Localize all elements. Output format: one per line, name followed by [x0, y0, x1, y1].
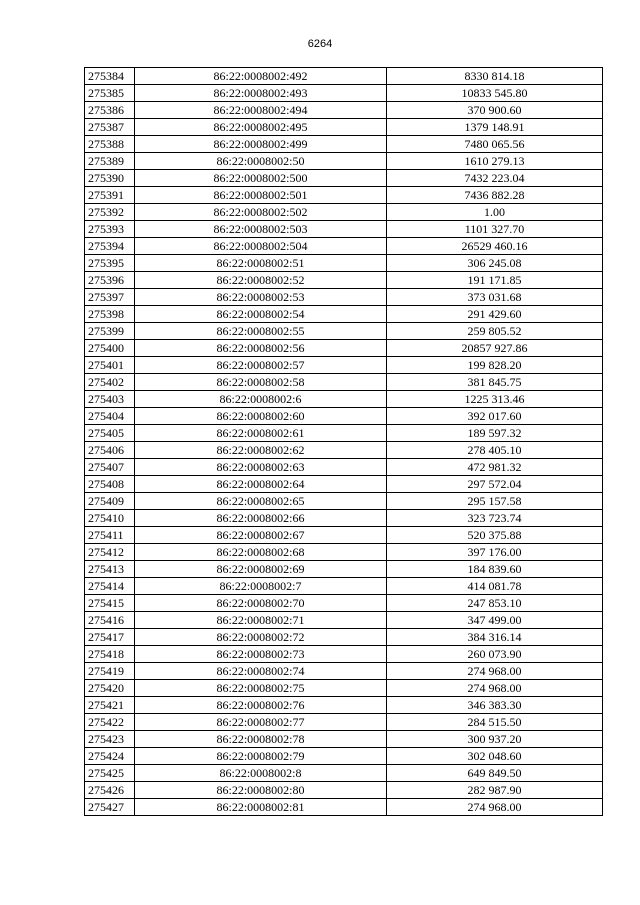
value-cell: 1101 327.70: [387, 221, 603, 238]
value-cell: 370 900.60: [387, 102, 603, 119]
cadastral-number-cell: 86:22:0008002:66: [135, 510, 387, 527]
value-cell: 26529 460.16: [387, 238, 603, 255]
value-cell: 295 157.58: [387, 493, 603, 510]
cadastral-number-cell: 86:22:0008002:57: [135, 357, 387, 374]
table-row: [85, 68, 603, 85]
table-row: [85, 425, 603, 442]
value-cell: 7432 223.04: [387, 170, 603, 187]
row-id-cell: 275398: [85, 306, 135, 323]
table-row: [85, 697, 603, 714]
registry-table: [84, 67, 603, 816]
cadastral-number-cell: 86:22:0008002:7: [135, 578, 387, 595]
value-cell: 414 081.78: [387, 578, 603, 595]
value-cell: 184 839.60: [387, 561, 603, 578]
cadastral-number-cell: 86:22:0008002:70: [135, 595, 387, 612]
value-cell: 189 597.32: [387, 425, 603, 442]
row-id-cell: 275419: [85, 663, 135, 680]
value-cell: 384 316.14: [387, 629, 603, 646]
table-row: [85, 595, 603, 612]
row-id-cell: 275414: [85, 578, 135, 595]
value-cell: 7480 065.56: [387, 136, 603, 153]
value-cell: 472 981.32: [387, 459, 603, 476]
cadastral-number-cell: 86:22:0008002:67: [135, 527, 387, 544]
value-cell: 284 515.50: [387, 714, 603, 731]
value-cell: 392 017.60: [387, 408, 603, 425]
table-row: [85, 748, 603, 765]
value-cell: 259 805.52: [387, 323, 603, 340]
value-cell: 247 853.10: [387, 595, 603, 612]
cadastral-number-cell: 86:22:0008002:500: [135, 170, 387, 187]
row-id-cell: 275391: [85, 187, 135, 204]
value-cell: 649 849.50: [387, 765, 603, 782]
cadastral-number-cell: 86:22:0008002:492: [135, 68, 387, 85]
value-cell: 260 073.90: [387, 646, 603, 663]
row-id-cell: 275413: [85, 561, 135, 578]
table-row: [85, 153, 603, 170]
row-id-cell: 275404: [85, 408, 135, 425]
row-id-cell: 275395: [85, 255, 135, 272]
row-id-cell: 275405: [85, 425, 135, 442]
table-row: [85, 306, 603, 323]
table-row: [85, 221, 603, 238]
row-id-cell: 275407: [85, 459, 135, 476]
row-id-cell: 275408: [85, 476, 135, 493]
table-row: [85, 459, 603, 476]
row-id-cell: 275403: [85, 391, 135, 408]
table-row: [85, 561, 603, 578]
table-row: [85, 255, 603, 272]
table-row: [85, 680, 603, 697]
cadastral-number-cell: 86:22:0008002:69: [135, 561, 387, 578]
cadastral-number-cell: 86:22:0008002:54: [135, 306, 387, 323]
table-row: [85, 238, 603, 255]
value-cell: 302 048.60: [387, 748, 603, 765]
table-row: [85, 612, 603, 629]
row-id-cell: 275420: [85, 680, 135, 697]
cadastral-number-cell: 86:22:0008002:52: [135, 272, 387, 289]
cadastral-number-cell: 86:22:0008002:74: [135, 663, 387, 680]
table-row: [85, 340, 603, 357]
value-cell: 7436 882.28: [387, 187, 603, 204]
value-cell: 20857 927.86: [387, 340, 603, 357]
cadastral-number-cell: 86:22:0008002:504: [135, 238, 387, 255]
row-id-cell: 275390: [85, 170, 135, 187]
row-id-cell: 275426: [85, 782, 135, 799]
table-row: [85, 323, 603, 340]
cadastral-number-cell: 86:22:0008002:73: [135, 646, 387, 663]
row-id-cell: 275412: [85, 544, 135, 561]
value-cell: 274 968.00: [387, 799, 603, 816]
value-cell: 323 723.74: [387, 510, 603, 527]
value-cell: 1.00: [387, 204, 603, 221]
cadastral-number-cell: 86:22:0008002:63: [135, 459, 387, 476]
cadastral-number-cell: 86:22:0008002:58: [135, 374, 387, 391]
row-id-cell: 275421: [85, 697, 135, 714]
table-row: [85, 136, 603, 153]
value-cell: 1225 313.46: [387, 391, 603, 408]
cadastral-number-cell: 86:22:0008002:68: [135, 544, 387, 561]
table-row: [85, 493, 603, 510]
value-cell: 274 968.00: [387, 663, 603, 680]
table-row: [85, 357, 603, 374]
row-id-cell: 275397: [85, 289, 135, 306]
cadastral-number-cell: 86:22:0008002:50: [135, 153, 387, 170]
value-cell: 278 405.10: [387, 442, 603, 459]
table-row: [85, 374, 603, 391]
table-row: [85, 646, 603, 663]
row-id-cell: 275402: [85, 374, 135, 391]
table-row: [85, 391, 603, 408]
row-id-cell: 275427: [85, 799, 135, 816]
table-row: [85, 510, 603, 527]
row-id-cell: 275422: [85, 714, 135, 731]
row-id-cell: 275417: [85, 629, 135, 646]
cadastral-number-cell: 86:22:0008002:65: [135, 493, 387, 510]
row-id-cell: 275423: [85, 731, 135, 748]
registry-table-body: [85, 68, 603, 816]
table-row: [85, 272, 603, 289]
row-id-cell: 275406: [85, 442, 135, 459]
value-cell: 274 968.00: [387, 680, 603, 697]
cadastral-number-cell: 86:22:0008002:61: [135, 425, 387, 442]
value-cell: 346 383.30: [387, 697, 603, 714]
cadastral-number-cell: 86:22:0008002:56: [135, 340, 387, 357]
value-cell: 347 499.00: [387, 612, 603, 629]
cadastral-number-cell: 86:22:0008002:79: [135, 748, 387, 765]
row-id-cell: 275399: [85, 323, 135, 340]
row-id-cell: 275425: [85, 765, 135, 782]
row-id-cell: 275416: [85, 612, 135, 629]
table-row: [85, 408, 603, 425]
table-row: [85, 714, 603, 731]
row-id-cell: 275418: [85, 646, 135, 663]
row-id-cell: 275401: [85, 357, 135, 374]
row-id-cell: 275400: [85, 340, 135, 357]
row-id-cell: 275392: [85, 204, 135, 221]
table-row: [85, 119, 603, 136]
row-id-cell: 275386: [85, 102, 135, 119]
value-cell: 306 245.08: [387, 255, 603, 272]
value-cell: 520 375.88: [387, 527, 603, 544]
table-row: [85, 476, 603, 493]
cadastral-number-cell: 86:22:0008002:503: [135, 221, 387, 238]
table-row: [85, 442, 603, 459]
cadastral-number-cell: 86:22:0008002:76: [135, 697, 387, 714]
cadastral-number-cell: 86:22:0008002:71: [135, 612, 387, 629]
cadastral-number-cell: 86:22:0008002:501: [135, 187, 387, 204]
cadastral-number-cell: 86:22:0008002:55: [135, 323, 387, 340]
value-cell: 373 031.68: [387, 289, 603, 306]
table-row: [85, 527, 603, 544]
table-row: [85, 289, 603, 306]
cadastral-number-cell: 86:22:0008002:64: [135, 476, 387, 493]
value-cell: 1610 279.13: [387, 153, 603, 170]
row-id-cell: 275385: [85, 85, 135, 102]
table-row: [85, 731, 603, 748]
table-row: [85, 187, 603, 204]
row-id-cell: 275396: [85, 272, 135, 289]
cadastral-number-cell: 86:22:0008002:72: [135, 629, 387, 646]
cadastral-number-cell: 86:22:0008002:81: [135, 799, 387, 816]
value-cell: 199 828.20: [387, 357, 603, 374]
value-cell: 1379 148.91: [387, 119, 603, 136]
value-cell: 8330 814.18: [387, 68, 603, 85]
value-cell: 282 987.90: [387, 782, 603, 799]
cadastral-number-cell: 86:22:0008002:493: [135, 85, 387, 102]
cadastral-number-cell: 86:22:0008002:77: [135, 714, 387, 731]
table-row: [85, 629, 603, 646]
value-cell: 381 845.75: [387, 374, 603, 391]
cadastral-number-cell: 86:22:0008002:80: [135, 782, 387, 799]
cadastral-number-cell: 86:22:0008002:502: [135, 204, 387, 221]
row-id-cell: 275394: [85, 238, 135, 255]
row-id-cell: 275384: [85, 68, 135, 85]
row-id-cell: 275387: [85, 119, 135, 136]
page-number: 6264: [307, 38, 333, 50]
row-id-cell: 275388: [85, 136, 135, 153]
cadastral-number-cell: 86:22:0008002:75: [135, 680, 387, 697]
row-id-cell: 275389: [85, 153, 135, 170]
cadastral-number-cell: 86:22:0008002:6: [135, 391, 387, 408]
cadastral-number-cell: 86:22:0008002:78: [135, 731, 387, 748]
cadastral-number-cell: 86:22:0008002:62: [135, 442, 387, 459]
cadastral-number-cell: 86:22:0008002:499: [135, 136, 387, 153]
table-row: [85, 102, 603, 119]
table-row: [85, 578, 603, 595]
row-id-cell: 275424: [85, 748, 135, 765]
cadastral-number-cell: 86:22:0008002:51: [135, 255, 387, 272]
row-id-cell: 275415: [85, 595, 135, 612]
cadastral-number-cell: 86:22:0008002:8: [135, 765, 387, 782]
row-id-cell: 275411: [85, 527, 135, 544]
table-row: [85, 85, 603, 102]
value-cell: 297 572.04: [387, 476, 603, 493]
value-cell: 291 429.60: [387, 306, 603, 323]
cadastral-number-cell: 86:22:0008002:60: [135, 408, 387, 425]
table-row: [85, 170, 603, 187]
row-id-cell: 275393: [85, 221, 135, 238]
table-row: [85, 799, 603, 816]
value-cell: 191 171.85: [387, 272, 603, 289]
cadastral-number-cell: 86:22:0008002:494: [135, 102, 387, 119]
row-id-cell: 275409: [85, 493, 135, 510]
table-row: [85, 204, 603, 221]
table-row: [85, 765, 603, 782]
row-id-cell: 275410: [85, 510, 135, 527]
value-cell: 300 937.20: [387, 731, 603, 748]
table-row: [85, 663, 603, 680]
table-row: [85, 544, 603, 561]
cadastral-number-cell: 86:22:0008002:495: [135, 119, 387, 136]
value-cell: 10833 545.80: [387, 85, 603, 102]
cadastral-number-cell: 86:22:0008002:53: [135, 289, 387, 306]
table-row: [85, 782, 603, 799]
value-cell: 397 176.00: [387, 544, 603, 561]
